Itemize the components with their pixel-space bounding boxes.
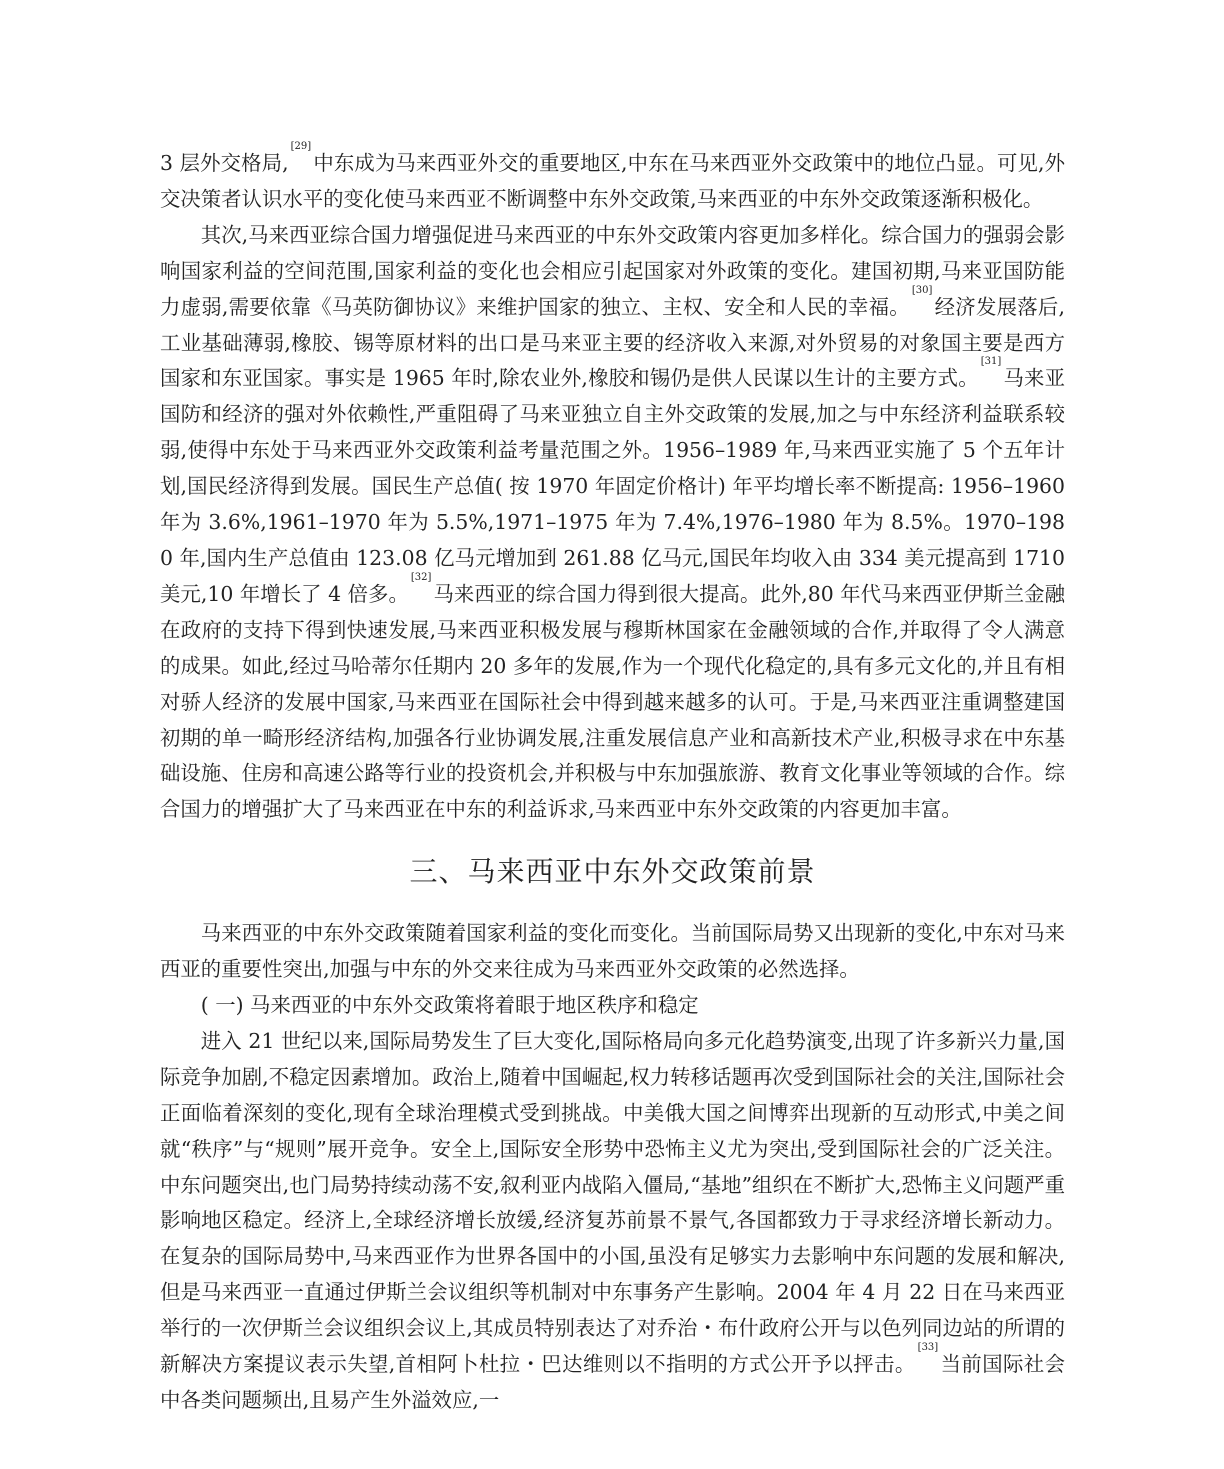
footnote-ref-31[interactable]: [31]: [980, 356, 1002, 368]
paragraph-text: 进入 21 世纪以来,国际局势发生了巨大变化,国际格局向多元化趋势演变,出现了许多新兴力量,国际竞争加剧,不稳定因素增加。政治上,随着中国崛起,权力转移话题再次受到国际社会的关注,国际社会正面临着深刻的变化,现有全球治理模式受到挑战。中美俄大国之间博弈出现新的互动形式,中美之间就“秩序”与“规则”展开竞争。安全上,国际安全形势中恐怖主义尤为突出,受到国际社会的广泛关注。中东问题突出,也门局势持续动荡不安,叙利亚内战陷入僵局,“基地”组织在不断扩大,恐怖主义问题严重影响地区稳定。经济上,全球经济增长放缓,经济复苏前景不景气,各国都致力于寻求经济增长新动力。在复杂的国际局势中,马来西亚作为世界各国中的小国,虽没有足够实力去影响中东问题的发展和解决,但是马来西亚一直通过伊斯兰会议组织等机制对中东事务产生影响。2004 年 4 月 22 日在马来西亚举行的一次伊斯兰会议组织会议上,其成员特别表达了对乔治・布什政府公开与以色列同边站的所谓的新解决方案提议表示失望,首相阿卜杜拉・巴达维则以不指明的方式公开予以抨击。: [160, 1028, 1065, 1377]
paragraph-text: 马来西亚的综合国力得到很大提高。此外,80 年代马来西亚伊斯兰金融在政府的支持下得到快速发展,马来西亚积极发展与穆斯林国家在金融领域的合作,并取得了令人满意的成果。如此,经过马哈蒂尔任期内 20 多年的发展,作为一个现代化稳定的,具有多元文化的,并且有相对骄人经济的发展中国家,马来西亚在国际社会中得到越来越多的认可。于是,马来西亚注重调整建国初期的单一畸形经济结构,加强各行业协调发展,注重发展信息产业和高新技术产业,积极寻求在中东基础设施、住房和高速公路等行业的投资机会,并积极与中东加强旅游、教育文化事业等领域的合作。综合国力的增强扩大了马来西亚在中东的利益诉求,马来西亚中东外交政策的内容更加丰富。: [160, 581, 1065, 822]
document-body: [160, 141, 1066, 1419]
paragraph-text: 中东成为马来西亚外交的重要地区,中东在马来西亚外交政策中的地位凸显。可见,外交决策者认识水平的变化使马来西亚不断调整中东外交政策,马来西亚的中东外交政策逐渐积极化。: [160, 151, 1065, 211]
paragraph-text: 经济发展落后,工业基础薄弱,橡胶、锡等原材料的出口是马来亚主要的经济收入来源,对外贸易的对象国主要是西方国家和东亚国家。事实是 1965 年时,除农业外,橡胶和锡仍是供人民谋以生计的主要方式。: [160, 294, 1065, 391]
footnote-ref-30[interactable]: [30]: [911, 284, 933, 296]
paragraph-text: 其次,马来西亚综合国力增强促进马来西亚的中东外交政策内容更加多样化。综合国力的强弱会影响国家利益的空间范围,国家利益的变化也会相应引起国家对外政策的变化。建国初期,马来亚国防能力虚弱,需要依靠《马英防御协议》来维护国家的独立、主权、安全和人民的幸福。: [160, 222, 1065, 319]
footnote-ref-33[interactable]: [33]: [917, 1342, 939, 1354]
paragraph-continuation: [160, 141, 1065, 218]
subsection-heading: ( 一) 马来西亚的中东外交政策将着眼于地区秩序和稳定: [200, 993, 699, 1018]
paragraph-text: 3 层外交格局,: [160, 151, 289, 175]
paragraph-text: 马来亚国防和经济的强对外依赖性,严重阻碍了马来亚独立自主外交政策的发展,加之与中东经济利益联系较弱,使得中东处于马来西亚外交政策利益考量范围之外。1956–1989 年,马来西亚实施了 5 个五年计划,国民经济得到发展。国民生产总值( 按 1970 年固定价格计) 年平均增长率不断提高: 1956–1960 年为 3.6%,1961–1970 年为 5.5%,1971–1975 年为 7.4%,1976–1980 年为 8.5%。1970–1980 年,国内生产总值由 123.08 亿马元增加到 261.88 亿马元,国民年均收入由 334 美元提高到 1710 美元,10 年增长了 4 倍多。: [160, 366, 1066, 606]
footnote-ref-32[interactable]: [32]: [410, 571, 432, 583]
paragraph-text: 当前国际社会中各类问题频出,且易产生外溢效应,一: [160, 1352, 1065, 1412]
section-title: 三、马来西亚中东外交政策前景: [409, 855, 816, 889]
paragraph-national-power: [160, 218, 1065, 828]
footnote-ref-29[interactable]: [29]: [290, 141, 312, 152]
paragraph-international-situation: [160, 1024, 1065, 1419]
paragraph-intro: 马来西亚的中东外交政策随着国家利益的变化而变化。当前国际局势又出现新的变化,中东对马来西亚的重要性突出,加强与中东的外交来往成为马来西亚外交政策的必然选择。: [160, 921, 1065, 982]
